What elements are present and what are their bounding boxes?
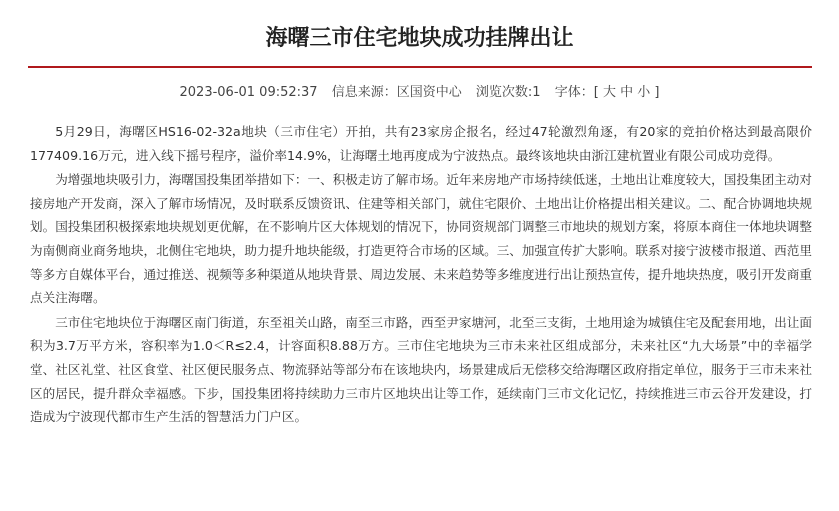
- article-paragraph: 5月29日，海曙区HS16-02-32a地块（三市住宅）开拍，共有23家房企报名，经过47轮激烈角逐，有20家的竞拍价格达到最高限价177409.16万元，进入线下摇号程序，溢价率14.9%，让海曙土地再度成为宁波热点。最终该地块由浙江建杭置业有限公司成功竞得。: [30, 124, 812, 163]
- article-body: [30, 120, 812, 430]
- views-label: 浏览次数:: [475, 85, 533, 100]
- source-value: 区国资中心: [396, 85, 462, 100]
- article-paragraph: 三市住宅地块位于海曙区南门街道，东至祖关山路，南至三市路，西至尹家塘河，北至三支街，土地用途为城镇住宅及配套用地，出让面积为3.7万平方米，容积率为1.0＜R≤2.4，计容面积8.88万方。三市住宅地块为三市未来社区组成部分，未来社区“九大场景”中的幸福学堂、社区礼堂、社区食堂、社区便民服务点、物流驿站等部分布在该地块内，场景建成后无偿移交给海曙区政府指定单位，服务于三市未来社区的居民，提升群众幸福感。下步，国投集团将持续助力三市片区地块出让等工作，延续南门三市文化记忆，持续推进三市云谷开发建设，打造成为宁波现代都市生产生活的智慧活力门户区。: [30, 314, 812, 425]
- font-size-small-link[interactable]: 小: [637, 85, 651, 100]
- font-size-large-link[interactable]: 大: [602, 85, 616, 100]
- font-bracket-close: ]: [654, 85, 660, 100]
- article-meta: [0, 83, 839, 103]
- article-title: 海曙三市住宅地块成功挂牌出让: [265, 26, 574, 51]
- font-size-medium-link[interactable]: 中: [620, 85, 634, 100]
- title-divider: [28, 66, 812, 68]
- font-size-label: 字体：: [554, 85, 594, 100]
- views-count: 1: [532, 85, 541, 100]
- source-label: 信息来源：: [331, 85, 397, 100]
- font-bracket-open: [: [593, 85, 599, 100]
- article-paragraph: 为增强地块吸引力，海曙国投集团举措如下：一、积极走访了解市场。近年来房地产市场持续低迷，土地出让难度较大，国投集团主动对接房地产开发商，深入了解市场情况，及时联系反馈资讯、住建等相关部门，就住宅限价、土地出让价格提出相关建议。二、配合协调地块规划。国投集团积极探索地块规划更优解，在不影响片区大体规划的情况下，协同资规部门调整三市地块的规划方案，将原本商住一体地块调整为南侧商业商务地块，北侧住宅地块，助力提升地块能级，打造更符合市场的区域。三、加强宣传扩大影响。联系对接宁波楼市报道、西范里等多方自媒体平台，通过推送、视频等多种渠道从地块背景、周边发展、未来趋势等多维度进行出让预热宣传，提升地块热度，吸引开发商重点关注海曙。: [30, 172, 812, 306]
- publish-datetime: 2023-06-01 09:52:37: [179, 85, 318, 100]
